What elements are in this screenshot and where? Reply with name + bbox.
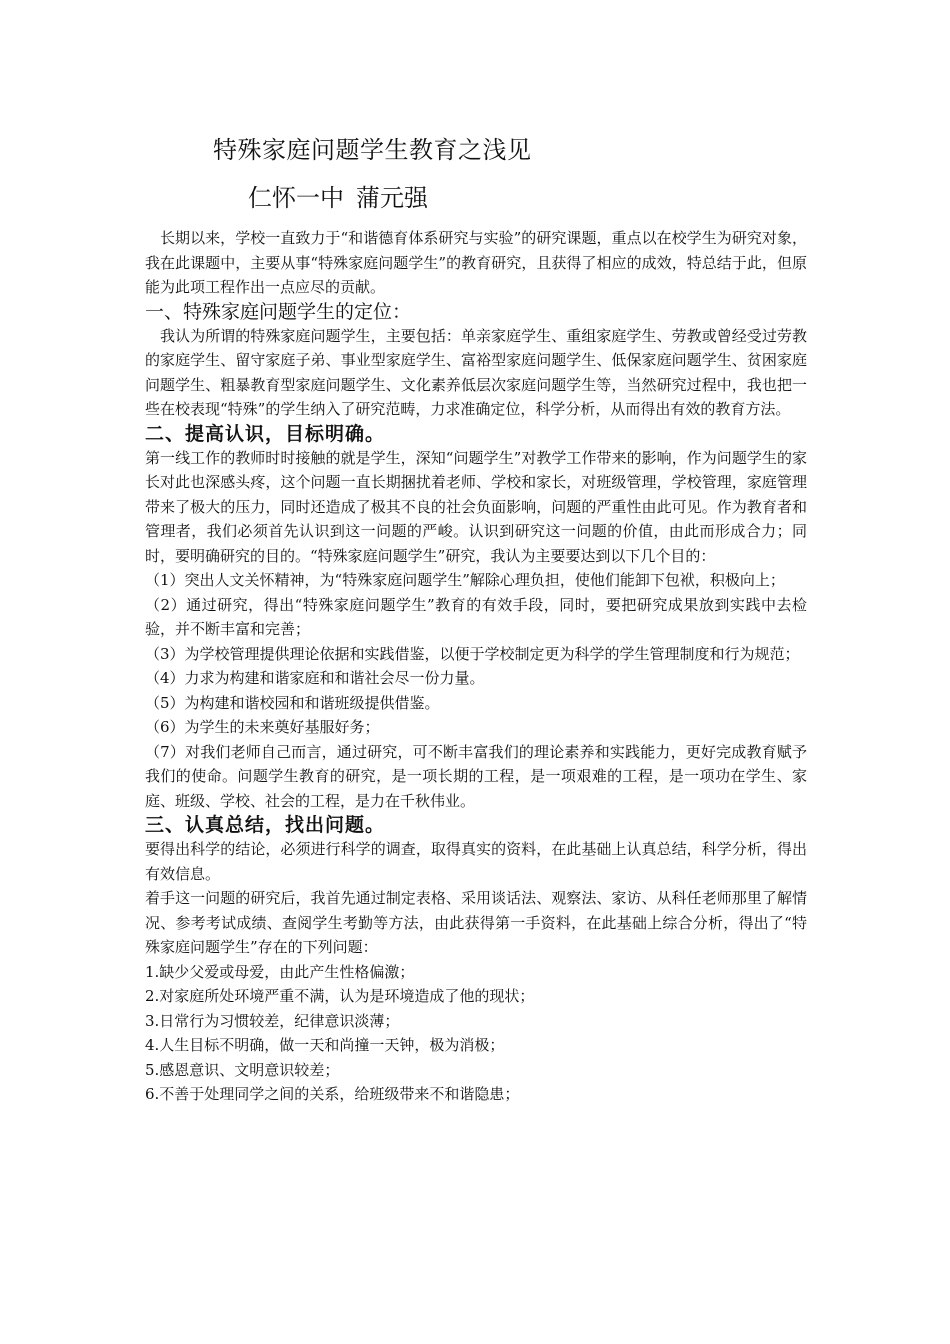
list-item: （7）对我们老师自己而言，通过研究，可不断丰富我们的理论素养和实践能力，更好完成教育赋予我们的使命。问题学生教育的研究，是一项长期的工程，是一项艰难的工程，是一项功在学生、家庭、班级、学校、社会的工程，是力在千秋伟业。 bbox=[145, 742, 807, 810]
document-body bbox=[145, 226, 807, 1107]
intro-paragraph: 长期以来，学校一直致力于“和谐德育体系研究与实验”的研究课题，重点以在校学生为研究对象，我在此课题中，主要从事“特殊家庭问题学生”的教育研究，且获得了相应的成效，特总结于此，但原能为此项工程作出一点应尽的贡献。 bbox=[145, 229, 807, 296]
author-school: 仁怀一中 bbox=[248, 184, 344, 212]
list-item: 1.缺少父爱或母爱，由此产生性格偏激； bbox=[145, 962, 415, 981]
section1-paragraph: 我认为所谓的特殊家庭问题学生，主要包括：单亲家庭学生、重组家庭学生、劳教或曾经受过劳教的家庭学生、留守家庭子弟、事业型家庭学生、富裕型家庭问题学生、低保家庭问题学生、贫困家庭问题学生、粗暴教育型家庭问题学生、文化素养低层次家庭问题学生等，当然研究过程中，我也把一些在校表现“特殊”的学生纳入了研究范畴，力求准确定位，科学分析，从而得出有效的教育方法。 bbox=[145, 326, 807, 418]
list-item: 2.对家庭所处环境严重不满，认为是环境造成了他的现状； bbox=[145, 987, 535, 1005]
section2-goal-list bbox=[145, 568, 807, 813]
author-name: 蒲元强 bbox=[356, 184, 428, 212]
section3-paragraph-2: 着手这一问题的研究后，我首先通过制定表格、采用谈话法、观察法、家访、从科任老师那里了解情况、参考考试成绩、查阅学生考勤等方法，由此获得第一手资料，在此基础上综合分析，得出了“特殊家庭问题学生”存在的下列问题： bbox=[145, 889, 807, 956]
list-item: （3）为学校管理提供理论依据和实践借鉴，以便于学校制定更为科学的学生管理制度和行为规范； bbox=[145, 644, 800, 663]
section1-heading: 一、特殊家庭问题学生的定位： bbox=[145, 300, 412, 323]
list-item: 5.感恩意识、文明意识较差； bbox=[145, 1060, 340, 1079]
section3-heading: 三、认真总结，找出问题。 bbox=[145, 814, 386, 836]
list-item: （4）力求为构建和谐家庭和和谐社会尽一份力量。 bbox=[145, 669, 485, 687]
list-item: 6.不善于处理同学之间的关系，给班级带来不和谐隐患； bbox=[145, 1085, 520, 1103]
list-item: （6）为学生的未来奠好基服好务； bbox=[145, 718, 380, 736]
list-item: （5）为构建和谐校园和和谐班级提供借鉴。 bbox=[145, 693, 440, 712]
section2-heading: 二、提高认识，目标明确。 bbox=[145, 422, 386, 445]
document-title: 特殊家庭问题学生教育之浅见 bbox=[213, 136, 532, 164]
list-item: （2）通过研究，得出“特殊家庭问题学生”教育的有效手段，同时，要把研究成果放到实践中去检验，并不断丰富和完善； bbox=[145, 595, 807, 638]
section3-problem-list bbox=[145, 960, 807, 1107]
list-item: 3.日常行为习惯较差，纪律意识淡薄； bbox=[145, 1011, 400, 1030]
section3-paragraph-1: 要得出科学的结论，必须进行科学的调查，取得真实的资料，在此基础上认真总结，科学分析，得出有效信息。 bbox=[145, 840, 807, 883]
list-item: 4.人生目标不明确，做一天和尚撞一天钟，极为消极； bbox=[145, 1036, 505, 1054]
list-item: （1）突出人文关怀精神，为“特殊家庭问题学生”解除心理负担，使他们能卸下包袱，积极向上； bbox=[145, 571, 785, 589]
author-line bbox=[248, 181, 428, 215]
section2-paragraph: 第一线工作的教师时时接触的就是学生，深知“问题学生”对教学工作带来的影响，作为问题学生的家长对此也深感头疼，这个问题一直长期捆扰着老师、学校和家长，对班级管理，学校管理，家庭管理带来了极大的压力，同时还造成了极其不良的社会负面影响，问题的严重性由此可见。作为教育者和管理者，我们必须首先认识到这一问题的严峻。认识到研究这一问题的价值，由此而形成合力；同时，要明确研究的目的。“特殊家庭问题学生”研究，我认为主要要达到以下几个目的： bbox=[145, 448, 807, 565]
